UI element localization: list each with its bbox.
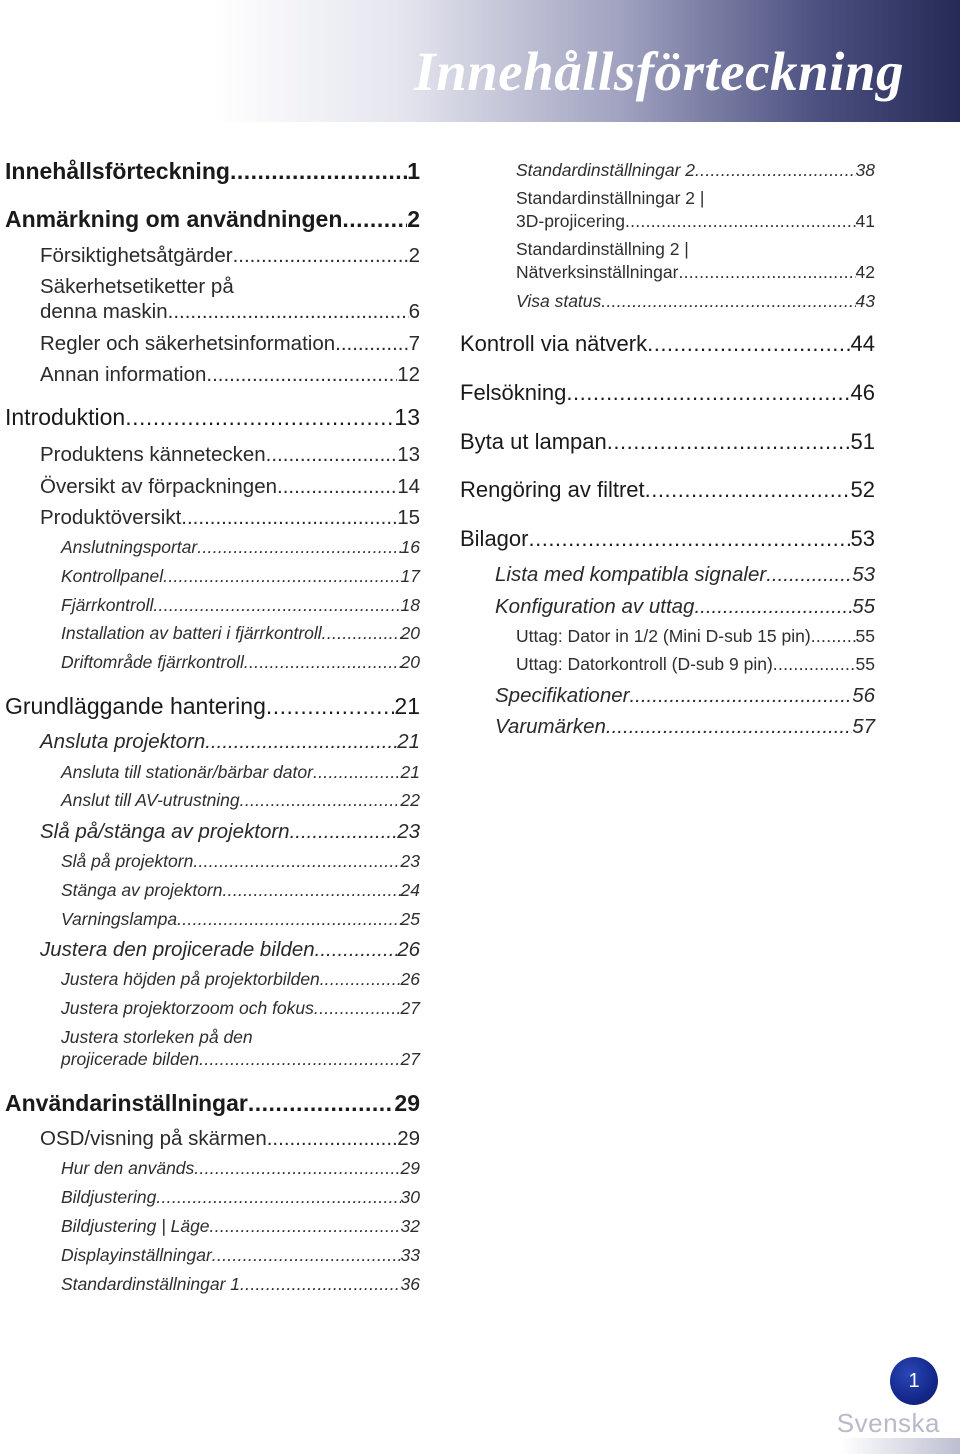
toc-entry-title: Visa status xyxy=(516,291,602,311)
toc-leader xyxy=(678,262,855,283)
toc-leader xyxy=(290,820,398,844)
toc-entry-title: Uttag: Dator in 1/2 (Mini D-sub 15 pin) xyxy=(516,626,811,646)
toc-entry[interactable] xyxy=(40,244,420,268)
toc-leader xyxy=(695,160,856,181)
toc-entry[interactable] xyxy=(61,566,420,587)
toc-entry[interactable] xyxy=(61,998,420,1019)
toc-entry-title: Anmärkning om användningen xyxy=(5,206,343,232)
toc-leader xyxy=(233,244,409,268)
toc-entry-title-line1: Säkerhetsetiketter på xyxy=(40,275,234,298)
toc-leader xyxy=(197,537,400,558)
toc-entry-page: 24 xyxy=(400,880,420,900)
toc-entry-page: 36 xyxy=(400,1274,420,1294)
toc-leader xyxy=(277,475,397,499)
toc-entry-title: Justera höjden på projektorbilden. xyxy=(61,969,325,989)
toc-entry-title-line1: Standardinställningar 2 | xyxy=(516,188,705,208)
toc-entry[interactable] xyxy=(516,291,875,312)
toc-entry[interactable] xyxy=(460,477,875,503)
toc-entry-title: Annan information xyxy=(40,363,207,386)
toc-entry-title: Displayinställningar xyxy=(61,1245,212,1265)
toc-entry[interactable] xyxy=(5,158,420,185)
toc-entry-page: 29 xyxy=(394,1090,420,1116)
toc-entry[interactable] xyxy=(460,331,875,357)
toc-entry[interactable] xyxy=(40,730,420,754)
toc-entry-page: 46 xyxy=(850,380,875,405)
toc-entry-page: 20 xyxy=(400,623,420,643)
toc-entry-title: Installation av batteri i fjärrkontroll xyxy=(61,623,322,643)
toc-entry[interactable] xyxy=(61,909,420,930)
toc-entry-page: 17 xyxy=(400,566,420,586)
toc-entry[interactable] xyxy=(40,332,420,356)
toc-entry-title: Driftområde fjärrkontroll xyxy=(61,652,244,672)
toc-entry[interactable] xyxy=(516,626,875,647)
toc-entry-page: 57 xyxy=(852,715,875,738)
footer-gradient-bar xyxy=(840,1438,960,1454)
toc-leader xyxy=(322,623,401,644)
toc-entry-title-line1: Justera storleken på den xyxy=(61,1027,253,1047)
toc-entry-page: 23 xyxy=(400,851,420,871)
toc-entry-title: Kontrollpanel xyxy=(61,566,164,586)
toc-leader xyxy=(606,715,852,739)
toc-entry[interactable] xyxy=(460,526,875,552)
toc-entry-title: Slå på/stänga av projektorn xyxy=(40,820,290,843)
toc-entry-title: Varumärken xyxy=(495,715,606,738)
toc-entry-page: 22 xyxy=(400,790,420,810)
toc-entry[interactable] xyxy=(40,300,420,324)
toc-leader xyxy=(244,652,401,673)
toc-leader xyxy=(125,404,394,431)
toc-leader xyxy=(342,206,407,233)
toc-entry[interactable] xyxy=(40,938,420,962)
toc-entry[interactable] xyxy=(61,790,420,811)
toc-leader xyxy=(773,654,856,675)
toc-entry[interactable] xyxy=(61,851,420,872)
toc-entry[interactable] xyxy=(516,654,875,675)
toc-leader xyxy=(240,1274,401,1295)
toc-entry-page: 29 xyxy=(397,1127,420,1150)
toc-entry-title: Anslut till AV-utrustning xyxy=(61,790,240,810)
toc-leader xyxy=(313,762,401,783)
toc-entry[interactable] xyxy=(5,206,420,233)
toc-entry[interactable] xyxy=(61,880,420,901)
toc-entry-page: 21 xyxy=(400,762,420,782)
toc-entry-page: 52 xyxy=(850,477,875,502)
toc-entry-title: Bildjustering xyxy=(61,1187,157,1207)
toc-entry[interactable] xyxy=(495,715,875,739)
toc-entry-title: Lista med kompatibla signaler xyxy=(495,563,767,586)
toc-entry[interactable] xyxy=(61,1187,420,1208)
toc-entry-page: 38 xyxy=(855,160,875,180)
toc-entry[interactable] xyxy=(460,429,875,455)
toc-entry-title: projicerade bilden xyxy=(61,1049,200,1069)
toc-entry-page: 7 xyxy=(408,332,420,355)
toc-entry[interactable] xyxy=(61,623,420,644)
toc-entry-page: 55 xyxy=(852,595,875,618)
toc-entry-title: Standardinställningar 2 xyxy=(516,160,696,180)
toc-entry-title: Hur den används xyxy=(61,1158,195,1178)
toc-leader xyxy=(168,300,409,324)
toc-entry-title: Bildjustering | Läge xyxy=(61,1216,210,1236)
toc-leader xyxy=(156,1187,400,1208)
toc-entry-page: 21 xyxy=(397,730,420,753)
toc-leader xyxy=(181,506,397,530)
toc-entry[interactable] xyxy=(516,262,875,283)
toc-leader xyxy=(528,526,850,552)
toc-entry[interactable] xyxy=(495,563,875,587)
toc-leader xyxy=(314,998,401,1019)
toc-entry[interactable] xyxy=(495,595,875,619)
header-banner xyxy=(0,0,960,122)
page-number: 1 xyxy=(908,1369,920,1392)
toc-entry-page: 53 xyxy=(852,563,875,586)
toc-leader xyxy=(153,595,400,616)
toc-leader xyxy=(267,1127,397,1151)
toc-entry-page: 51 xyxy=(850,429,875,454)
toc-entry-title: Varningslampa xyxy=(61,909,178,929)
toc-entry-title-line1: Standardinställning 2 | xyxy=(516,239,689,259)
toc-entry-page: 32 xyxy=(400,1216,420,1236)
toc-leader xyxy=(206,363,397,387)
toc-entry-page: 26 xyxy=(397,938,420,961)
toc-entry-page: 42 xyxy=(855,262,875,282)
toc-entry[interactable] xyxy=(61,537,420,558)
toc-entry[interactable] xyxy=(40,820,420,844)
toc-entry-page: 56 xyxy=(852,684,875,707)
toc-entry-title: Produktöversikt xyxy=(40,506,182,529)
toc-leader xyxy=(811,626,856,647)
toc-leader xyxy=(248,1090,395,1117)
toc-leader xyxy=(325,969,401,990)
toc-entry-title: Konfiguration av uttag xyxy=(495,595,695,618)
toc-entry[interactable] xyxy=(460,380,875,406)
toc-entry-title: Byta ut lampan xyxy=(460,429,607,454)
toc-entry-title: Slå på projektorn xyxy=(61,851,194,871)
toc-entry-page: 15 xyxy=(397,506,420,529)
toc-entry-page: 2 xyxy=(407,206,420,232)
toc-entry-title: Fjärrkontroll xyxy=(61,595,154,615)
language-label: Svenska xyxy=(836,1408,940,1438)
toc-entry-title: Uttag: Datorkontroll (D-sub 9 pin) xyxy=(516,654,773,674)
toc-leader xyxy=(199,1049,400,1070)
toc-leader xyxy=(210,1216,401,1237)
toc-entry-title: Nätverksinställningar xyxy=(516,262,679,282)
toc-entry-page: 18 xyxy=(400,595,420,615)
toc-entry-page: 23 xyxy=(397,820,420,843)
toc-entry[interactable] xyxy=(5,404,420,431)
toc-leader xyxy=(607,429,851,455)
toc-entry-page: 13 xyxy=(394,404,420,430)
toc-entry[interactable] xyxy=(61,595,420,616)
toc-entry-page: 27 xyxy=(400,1049,420,1069)
toc-entry[interactable] xyxy=(40,475,420,499)
toc-entry[interactable] xyxy=(40,506,420,530)
toc-leader xyxy=(177,909,400,930)
toc-leader xyxy=(223,880,401,901)
toc-entry-title: Ansluta projektorn xyxy=(40,730,206,753)
toc-entry[interactable] xyxy=(61,1216,420,1237)
toc-leader xyxy=(163,566,400,587)
toc-entry[interactable] xyxy=(40,1127,420,1151)
toc-entry-page: 29 xyxy=(400,1158,420,1178)
toc-entry-page: 12 xyxy=(397,363,420,386)
toc-entry-title: OSD/visning på skärmen xyxy=(40,1127,267,1150)
toc-entry-page: 53 xyxy=(850,526,875,551)
toc-entry[interactable] xyxy=(61,652,420,673)
page-number-badge xyxy=(890,1357,938,1405)
toc-entry-title: denna maskin xyxy=(40,300,168,323)
toc-entry-title: Standardinställningar 1 xyxy=(61,1274,241,1294)
toc-entry[interactable] xyxy=(40,443,420,467)
toc-leader xyxy=(647,331,850,357)
toc-entry[interactable] xyxy=(495,684,875,708)
toc-entry-page: 44 xyxy=(850,331,875,356)
toc-leader xyxy=(194,1158,400,1179)
toc-leader xyxy=(193,851,400,872)
toc-entry[interactable] xyxy=(61,1049,420,1070)
toc-entry[interactable] xyxy=(61,1158,420,1179)
toc-entry-title: Översikt av förpackningen xyxy=(40,475,278,498)
toc-leader xyxy=(315,938,398,962)
toc-entry-title: Felsökning xyxy=(460,380,567,405)
toc-leader xyxy=(335,332,408,356)
toc-entry-title: Produktens kännetecken xyxy=(40,443,266,466)
toc-entry-title: Introduktion xyxy=(5,404,126,430)
toc-leader xyxy=(266,693,395,720)
toc-entry-page: 14 xyxy=(397,475,420,498)
toc-entry-title: Ansluta till stationär/bärbar dator xyxy=(61,762,313,782)
toc-entry-page: 2 xyxy=(408,244,420,267)
toc-entry-title: 3D-projicering xyxy=(516,211,625,231)
toc-leader xyxy=(230,158,407,185)
toc-entry-title: Bilagor xyxy=(460,526,529,551)
toc-entry-page: 30 xyxy=(400,1187,420,1207)
toc-entry-page: 41 xyxy=(855,211,875,231)
toc-entry-title: Justera projektorzoom och fokus xyxy=(61,998,314,1018)
toc-entry[interactable] xyxy=(61,1274,420,1295)
toc-entry-title: Rengöring av filtret xyxy=(460,477,645,502)
toc-entry-page: 43 xyxy=(855,291,875,311)
toc-entry[interactable] xyxy=(5,1090,420,1117)
toc-entry[interactable] xyxy=(61,1245,420,1266)
toc-leader xyxy=(212,1245,401,1266)
toc-entry-page: 27 xyxy=(400,998,420,1018)
toc-leader xyxy=(566,380,850,406)
toc-leader xyxy=(205,730,397,754)
toc-entry-page: 6 xyxy=(408,300,420,323)
toc-leader xyxy=(766,563,852,587)
toc-entry[interactable] xyxy=(516,211,875,232)
toc-leader xyxy=(266,443,398,467)
toc-entry[interactable] xyxy=(5,693,420,720)
toc-entry-title: Stänga av projektorn xyxy=(61,880,223,900)
toc-entry-title: Justera den projicerade bilden xyxy=(40,938,315,961)
toc-entry-title: Innehållsförteckning xyxy=(5,158,230,184)
toc-entry-page: 1 xyxy=(407,158,420,184)
toc-entry-page: 25 xyxy=(400,909,420,929)
toc-entry-page: 55 xyxy=(855,626,875,646)
page-title: Innehållsförteckning xyxy=(414,41,904,102)
toc-entry-page: 16 xyxy=(400,537,420,557)
toc-entry-title: Grundläggande hantering xyxy=(5,693,266,719)
toc-entry[interactable] xyxy=(40,363,420,387)
toc-entry[interactable] xyxy=(61,969,420,990)
toc-entry-page: 13 xyxy=(397,443,420,466)
toc-leader xyxy=(601,291,855,312)
toc-leader xyxy=(625,211,856,232)
toc-entry-page: 26 xyxy=(400,969,420,989)
toc-entry-title: Specifikationer xyxy=(495,684,630,707)
toc-entry-title: Försiktighetsåtgärder xyxy=(40,244,233,267)
toc-entry[interactable] xyxy=(61,762,420,783)
toc-entry-title: Användarinställningar xyxy=(5,1090,248,1116)
toc-leader xyxy=(645,477,851,503)
toc-entry-title: Anslutningsportar xyxy=(61,537,198,557)
toc-entry[interactable] xyxy=(516,160,875,181)
toc-entry-page: 21 xyxy=(394,693,420,719)
toc-entry-title: Regler och säkerhetsinformation xyxy=(40,332,336,355)
toc-leader xyxy=(694,595,852,619)
toc-leader xyxy=(629,684,852,708)
toc-entry-page: 20 xyxy=(400,652,420,672)
toc-entry-page: 55 xyxy=(855,654,875,674)
toc-entry-page: 33 xyxy=(400,1245,420,1265)
toc-entry-title: Kontroll via nätverk xyxy=(460,331,648,356)
toc-leader xyxy=(240,790,401,811)
